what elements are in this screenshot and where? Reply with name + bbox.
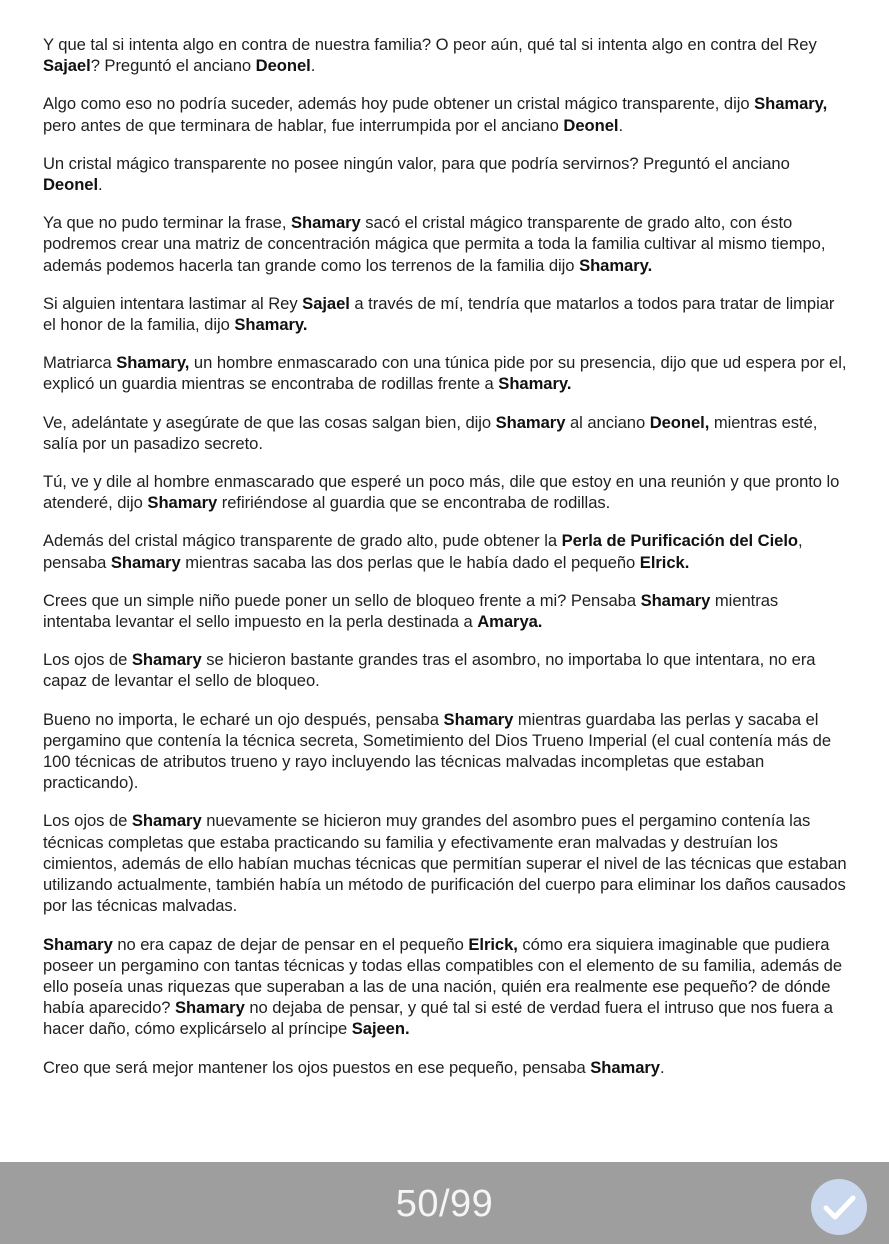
bottom-bar [0,1162,889,1244]
paragraph-text: Un cristal mágico transparente no posee ningún valor, para que podría servirnos? Preguntó el anciano [43,153,790,173]
paragraph-text: se hicieron bastante grandes tras el asombro, no importaba lo que intentara, no era capaz de levantar el sello de bloqueo. [43,650,816,691]
paragraph-text: mientras intentaba levantar el sello impuesto en la perla destinada a [43,590,779,632]
character-name: Sajael [302,293,350,313]
paragraph-text: Y que tal si intenta algo en contra de nuestra familia? O peor aún, qué tal si intenta algo en contra del Rey [43,35,817,54]
paragraph-text: . [310,56,316,76]
story-paragraph [43,153,849,195]
paragraph-text: . [659,1057,665,1077]
confirm-button[interactable] [811,1179,867,1235]
paragraph-text: Tú, ve y dile al hombre enmascarado que esperé un poco más, dile que estoy en una reunión y que pronto lo atenderé, dijo [43,472,840,513]
character-name: Shamary [131,650,202,670]
paragraph-text: Además del cristal mágico transparente de grado alto, pude obtener la [43,531,562,551]
character-name: Deonel [563,115,619,135]
paragraph-text: Ve, adelántate y asegúrate de que las cosas salgan bien, dijo [43,412,496,432]
paragraph-text: a través de mí, tendría que matarlos a todos para tratar de limpiar el honor de la familia, dijo [43,293,835,335]
paragraph-text: Algo como eso no podría suceder, además hoy pude obtener un cristal mágico transparente, dijo [43,94,755,114]
character-name: Shamary [131,811,202,831]
character-name: Shamary, [116,353,190,373]
paragraph-text: mientras guardaba las perlas y sacaba el pergamino que contenía la técnica secreta, Sometimiento del Dios Trueno Imperial (el cual contenía más de 100 técnicas de atributos trueno y rayo incluyendo las técnicas malvadas incompletas que estaban practicando). [43,709,831,793]
paragraph-text: Creo que será mejor mantener los ojos puestos en ese pequeño, pensaba [43,1057,591,1077]
story-paragraph [43,293,849,335]
story-paragraph [43,412,849,454]
character-name: Deonel, [649,412,710,432]
story-paragraph [43,590,849,632]
story-paragraph [43,934,849,1040]
story-paragraph [43,530,849,572]
character-name: Shamary. [579,255,653,275]
paragraph-text: no era capaz de dejar de pensar en el pequeño [112,934,469,954]
story-paragraph [43,93,849,135]
character-name: Deonel [255,56,311,76]
paragraph-text: . [618,115,624,135]
reader-page [43,34,849,1158]
character-name: Shamary [495,412,566,432]
paragraph-text: sacó el cristal mágico transparente de grado alto, con ésto podremos crear una matriz de concentración mágica que permita a toda la familia cultivar al mismo tiempo, además podemos hacerla tan grande como los terrenos de la familia dijo [43,213,826,275]
character-name: Elrick, [468,934,518,954]
character-name: Shamary [43,934,113,954]
paragraph-text: al anciano [565,412,650,432]
character-name: Shamary [147,493,218,513]
story-paragraph [43,1057,849,1078]
paragraph-text: . [98,175,103,195]
paragraph-text: nuevamente se hicieron muy grandes del asombro pues el pergamino contenía las técnicas completas que estaba practicando su familia y efectivamente eran malvadas y destruían los cimientos, además de ello habían muchas técnicas que permitían superar el nivel de las técnicas que estaban utilizando actualmente, también había un método de purificación del cuerpo para eliminar los daños causados por las técnicas malvadas. [43,811,847,916]
paragraph-text: pero antes de que terminara de hablar, fue interrumpida por el anciano [43,115,564,135]
character-name: Sajeen. [351,1019,410,1039]
story-paragraph [43,709,849,794]
paragraph-text: , pensaba [43,531,803,572]
story-paragraph [43,649,849,691]
checkmark-icon [811,1179,867,1235]
character-name: Amarya. [477,612,543,632]
page-counter: 50/99 [395,1183,494,1225]
paragraph-text: mientras esté, salía por un pasadizo secreto. [43,412,818,453]
paragraph-text: Crees que un simple niño puede poner un sello de bloqueo frente a mi? Pensaba [43,590,641,610]
paragraph-text: cómo era siquiera imaginable que pudiera poseer un pergamino con tantas técnicas y todas ellas compatibles con el elemento de su familia, además de ello poseía unas riquezas que superaban a las de una nación, quién era realmente ese pequeño? de dónde había aparecido? [43,934,843,1018]
character-name: Shamary [443,709,514,729]
story-paragraph [43,212,849,276]
character-name: Elrick. [639,552,690,572]
story-paragraph [43,34,849,76]
paragraph-text: Los ojos de [43,811,132,831]
character-name: Shamary [110,552,181,572]
character-name: Shamary [175,998,245,1018]
character-name: Shamary [640,590,711,610]
paragraph-text: Los ojos de [43,650,132,670]
paragraph-text: Bueno no importa, le echaré un ojo después, pensaba [43,709,444,729]
paragraph-text: mientras sacaba las dos perlas que le había dado el pequeño [180,552,640,572]
story-paragraph [43,471,849,513]
story-paragraph [43,810,849,916]
character-name: Shamary, [754,94,828,114]
character-name: Shamary. [234,315,308,335]
story-paragraph [43,352,849,394]
paragraph-text: Matriarca [43,353,117,373]
paragraph-text: Ya que no pudo terminar la frase, [43,213,291,233]
character-name: Shamary. [498,374,572,394]
paragraph-text: no dejaba de pensar, y qué tal si esté de verdad fuera el intruso que nos fuera a hacer daño, cómo explicárselo al príncipe [43,998,833,1039]
character-name: Sajael [43,56,91,76]
paragraph-text: un hombre enmascarado con una túnica pide por su presencia, dijo que ud espera por el, explicó un guardia mientras se encontraba de rodillas frente a [43,353,847,394]
paragraph-text: Si alguien intentara lastimar al Rey [43,293,303,313]
character-name: Deonel [43,175,99,195]
character-name: Shamary [290,213,361,233]
character-name: Shamary [590,1057,660,1077]
paragraph-text: refiriéndose al guardia que se encontraba de rodillas. [217,493,611,513]
paragraph-text: ? Preguntó el anciano [90,56,256,76]
character-name: Perla de Purificación del Cielo [561,531,798,551]
